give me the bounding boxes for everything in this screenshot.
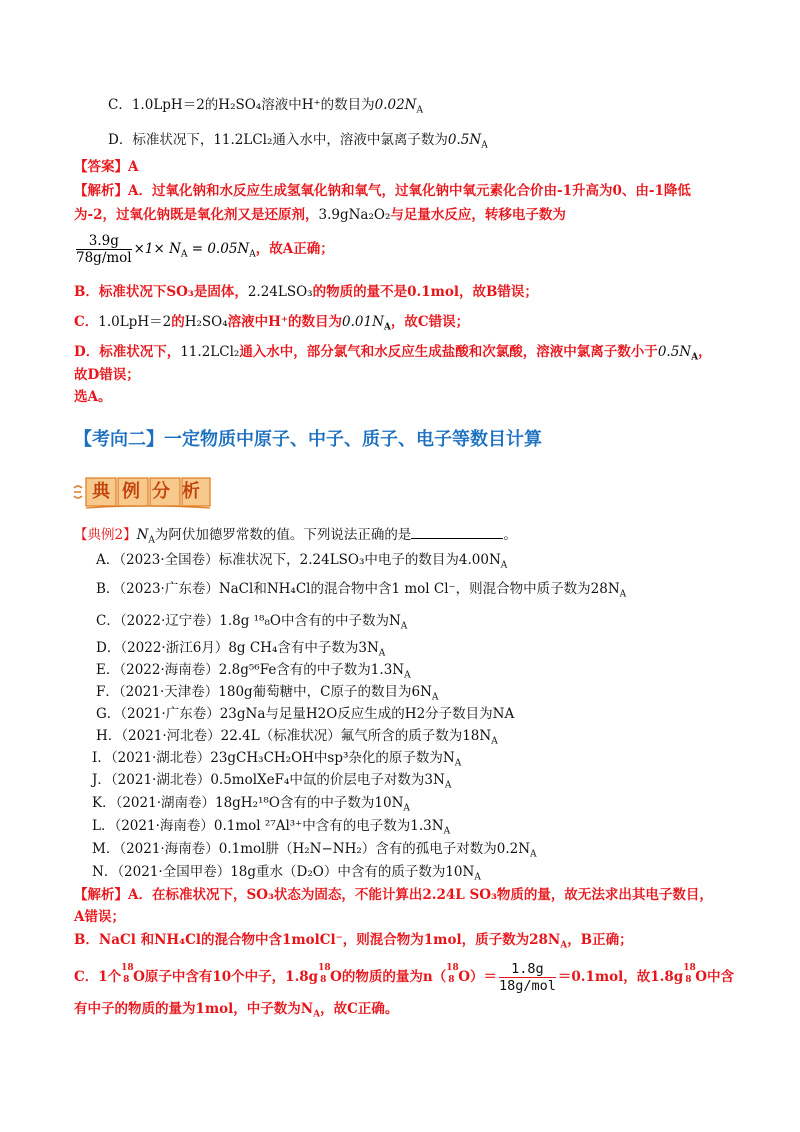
isotope-o18: 18 8 bbox=[446, 962, 459, 985]
example2-intro: 【典例2】$N_A$为阿伏加德罗常数的值。下列说法正确的是 。 bbox=[74, 527, 517, 546]
example-option: C．（2022·辽宁卷）1.8g ¹⁸₈O中含有的中子数为$N_A$ bbox=[96, 613, 408, 632]
isotope-o18: 18 8 bbox=[683, 962, 696, 985]
example-option: D．（2022·浙江6月）8g CH₄含有中子数为$3N_A$ bbox=[96, 640, 386, 659]
example-option: G．（2021·广东卷）23gNa与足量H2O反应生成的H2分子数目为NA bbox=[96, 706, 515, 722]
example-option: E．（2022·海南卷）2.8g⁵⁶Fe含有的中子数为$1.3N_A$ bbox=[96, 662, 411, 681]
analysis1-line1: 【解析】A．过氧化钠和水反应生成氢氧化钠和氧气，过氧化钠中氧元素化合价由-1升高为0、由-1降低 bbox=[74, 183, 691, 199]
example-option: M．（2021·海南卷）0.1mol肼（H₂N−NH₂）含有的孤电子对数为$0.2N_A$ bbox=[92, 841, 537, 860]
example-option: K．（2021·湖南卷）18gH₂¹⁸O含有的中子数为$10N_A$ bbox=[92, 795, 410, 814]
answer: 【答案】A bbox=[74, 159, 139, 175]
analysis2-line3: B．NaCl 和NH₄Cl的混合物中含1molCl⁻，则混合物为1mol，质子数为$28N_A$，B正确； bbox=[74, 932, 633, 951]
analysis1-d: D．标准状况下，11.2LCl₂通入水中，部分氯气和水反应生成盐酸和次氯酸，溶液中氯离子数小于$0.5N_A$， bbox=[74, 344, 712, 363]
stamp-text: 典例分析 bbox=[92, 481, 212, 502]
analysis1-d-line2: 故D错误； bbox=[74, 367, 140, 383]
answer-blank bbox=[411, 525, 503, 539]
isotope-o18: 18 8 bbox=[121, 962, 134, 985]
example-analysis-stamp bbox=[72, 474, 212, 512]
example-option: H．（2021·河北卷）22.4L（标准状况）氟气所含的质子数为$18N_A$ bbox=[96, 728, 498, 747]
analysis1-line2: 为-2，过氧化钠既是氧化剂又是还原剂，3.9gNa₂O₂与足量水反应，转移电子数为 bbox=[74, 207, 566, 223]
analysis1-fraction-line: $\frac{3.9g}{\text{78g/mol}}$ $\times 1\times N_A = 0.05N_A$，故A正确； bbox=[76, 233, 334, 266]
section-heading: 【考向二】一定物质中原子、中子、质子、电子等数目计算 bbox=[74, 429, 542, 450]
example-option: N．（2021·全国甲卷）18g重水（D₂O）中含有的质子数为$10N_A$ bbox=[92, 864, 481, 883]
example-option: L．（2021·海南卷）0.1mol ²⁷Al³⁺中含有的电子数为$1.3N_A$ bbox=[92, 818, 451, 837]
example-option: B．（2023·广东卷）NaCl和NH₄Cl的混合物中含1 mol Cl⁻，则混合物中质子数为$28N_A$ bbox=[96, 581, 627, 600]
analysis2-line2: A错误； bbox=[74, 909, 125, 925]
example-option: A．（2023·全国卷）标准状况下，2.24LSO₃中电子的数目为$4.00N_A$ bbox=[96, 552, 508, 571]
analysis1-b: B．标准状况下SO₃是固体，2.24LSO₃的物质的量不是0.1mol，故B错误； bbox=[74, 284, 538, 300]
analysis2-line1: 【解析】A．在标准状况下，SO₃状态为固态，不能计算出2.24L SO₃物质的量，故无法求出其电子数目， bbox=[74, 887, 713, 903]
isotope-o18: 18 8 bbox=[318, 962, 331, 985]
analysis2-c: C．1个 18 8 O原子中含有10个中子，1.8g 18 8 O的物质的量为n（ 18 8 O）＝ $\frac{1.8g}{\text{18g/mol}}$ ＝0.1mol，故1.8g 18 8 O中含 bbox=[74, 961, 734, 994]
analysis2-c-line2: 有中子的物质的量为1mol，中子数为$N_A$，故C正确。 bbox=[74, 1001, 399, 1020]
example-option: F．（2021·天津卷）180g葡萄糖中，C原子的数目为$6N_A$ bbox=[96, 684, 439, 703]
option-c-top: C．1.0LpH＝2的H₂SO₄溶液中H⁺的数目为$0.02N_A$ bbox=[108, 97, 423, 116]
example-option: I．（2021·湖北卷）23gCH₃CH₂OH中sp³杂化的原子数为$N_A$ bbox=[92, 750, 462, 769]
option-d-top: D．标准状况下，11.2LCl₂通入水中，溶液中氯离子数为$0.5N_A$ bbox=[108, 132, 488, 151]
fraction: $\frac{3.9g}{\text{78g/mol}}$ bbox=[76, 233, 132, 266]
fraction: $\frac{1.8g}{\text{18g/mol}}$ bbox=[498, 961, 556, 994]
analysis1-c: C．1.0LpH＝2的H₂SO₄溶液中H⁺的数目为$0.01N_A$，故C错误； bbox=[74, 314, 470, 333]
example-option: J．（2021·湖北卷）0.5molXeF₄中氙的价层电子对数为$3N_A$ bbox=[92, 772, 452, 791]
analysis1-choose: 选A。 bbox=[74, 389, 112, 405]
